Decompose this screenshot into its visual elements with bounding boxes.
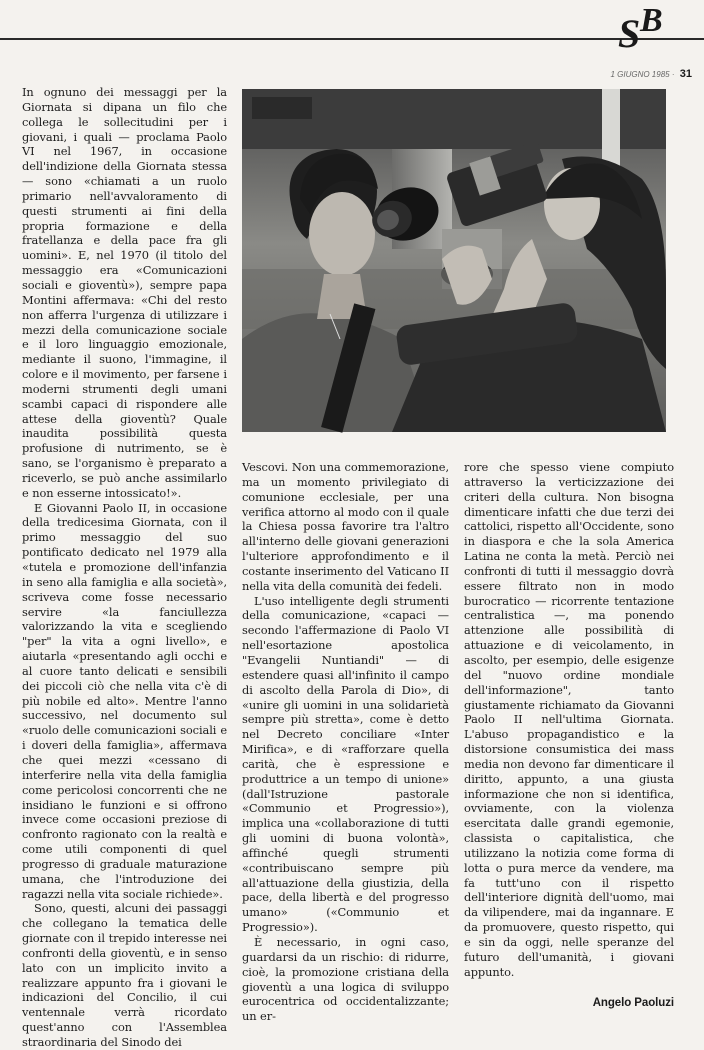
paragraph: È necessario, in ogni caso, guardarsi da un rischio: di ridurre, cioè, la promozione cristiana della gioventù a una logica di sviluppo eurocentrica od occidentalizzante; un er- bbox=[242, 935, 449, 1024]
article-photo bbox=[242, 89, 666, 432]
paragraph: E Giovanni Paolo II, in occasione della tredicesima Giornata, con il primo messaggio del suo pontificato dedicato nel 1979 alla «tutela e promozione dell'infanzia in seno alla famiglia e alla società», scriveva come fosse necessario servire «la fanciullezza valorizzando la vita e scegliendo "per" la vita a ogni livello», e aiutarla «presentando agli occhi e al cuore tanto delicati e sensibili dei piccoli ciò che nella vita c'è di più nobile ed alto». Mentre l'anno successivo, nel documento sul «ruolo delle comunicazioni sociali e i doveri della famiglia», affermava che quei mezzi «cessano di interferire nella vita della famiglia come pericolosi concorrenti che ne insidiano le funzioni e si offrono invece come occasioni preziose di confronto ragionato con la realtà e come utili componenti di quel progresso di graduale maturazione umana, che l'introduzione dei ragazzi nella vita sociale richiede». bbox=[22, 500, 227, 901]
magazine-logo bbox=[616, 4, 676, 54]
issue-line: 1 GIUGNO 1985 · 31 bbox=[610, 68, 692, 80]
author-signature: Angelo Paoluzi bbox=[592, 996, 674, 1009]
paragraph: Vescovi. Non una commemorazione, ma un momento privilegiato di comunione ecclesiale, per una verifica attorno al modo con il quale la Chiesa possa favorire tra l'altro all'interno delle giovani generazioni l'ulteriore approfondimento e il costante inserimento del Vaticano II nella vita della comunità dei fedeli. bbox=[242, 460, 449, 593]
paragraph: rore che spesso viene compiuto attraverso la verticizzazione dei criteri della cultura. Non bisogna dimenticare infatti che due terzi dei cattolici, rispetto all'Occidente, sono in diaspora e che la sola America Latina ne conta la metà. Perciò nei confronti di tutti il messaggio dovrà essere filtrato non in modo burocratico — ricorrente tentazione centralistica —, ma ponendo attenzione alle possibilità di attuazione e di veicolamento, in ascolto, per esempio, delle esigenze del "nuovo ordine mondiale dell'informazione", tanto giustamente richiamato da Giovanni Paolo II nell'ultima Giornata. L'abuso propagandistico e la distorsione consumistica dei mass media non devono far dimenticare il diritto, appunto, a una giusta informazione che non si identifica, ovviamente, con la violenza esercitata dalle grandi egemonie, classista o capitalistica, che utilizzano la notizia come forma di lotta o pura merce da vendere, ma fa tutt'uno con il rispetto dell'interiore dignità dell'uomo, mai da vilipendere, mai da ingannare. E da promuovere, questo rispetto, qui e sin da oggi, nelle speranze del futuro dell'umanità, i giovani appunto. bbox=[464, 460, 674, 979]
text-column-2 bbox=[242, 460, 449, 1024]
paragraph: L'uso intelligente degli strumenti della comunicazione, «capaci — secondo l'affermazione di Paolo VI nell'esortazione apostolica "Evangelii Nuntiandi" — di estendere quasi all'infinito il campo di ascolto della Parola di Dio», di «unire gli uomini in una solidarietà sempre più stretta», come è detto nel Decreto conciliare «Inter Mirifica», e di «rafforzare quella carità, che è espressione e produttrice a un tempo di unione» (dall'Istruzione pastorale «Communio et Progressio»), implica una «collaborazione di tutti gli uomini di buona volontà», affinché quegli strumenti «contribuiscano sempre più all'attuazione della giustizia, della pace, della libertà e del progresso umano» («Communio et Progressio»). bbox=[242, 593, 449, 935]
text-column-3 bbox=[464, 460, 674, 1010]
photo-illustration bbox=[242, 89, 666, 432]
logo-letter-b: B bbox=[640, 2, 663, 39]
page-number: 31 bbox=[679, 68, 692, 80]
issue-date: 1 GIUGNO 1985 bbox=[610, 70, 670, 79]
logo-letter-s: S bbox=[618, 11, 641, 56]
paragraph: Sono, questi, alcuni dei passaggi che collegano la tematica delle giornate con il trepido interesse nei confronti della gioventù, e in senso lato con un implicito invito a realizzare appunto fra i giovani le indicazioni del Concilio, il cui ventennale verrà ricordato quest'anno con l'Assemblea straordinaria del Sinodo dei bbox=[22, 901, 227, 1049]
header-rule bbox=[0, 38, 704, 40]
paragraph: In ognuno dei messaggi per la Giornata si dipana un filo che collega le sollecitudini per i giovani, i quali — proclama Paolo VI nel 1967, in occasione dell'indizione della Giornata stessa — sono «chiamati a un ruolo primario nell'avvaloramento di questi strumenti ai fini della propria formazione e della fratellanza e della pace fra gli uomini». E, nel 1970 (il titolo del messaggio era «Comunicazioni sociali e gioventù»), sempre papa Montini affermava: «Chi del resto non afferra l'urgenza di utilizzare i mezzi della comunicazione sociale e il loro linguaggio emozionale, mediante il suono, l'immagine, il colore e il movimento, per farsene i moderni strumenti degli umani scambi capaci di rispondere alle attese della gioventù? Quale inaudita possibilità questa profusione di nutrimento, se è sano, se l'organismo è preparato a riceverlo, se può anche assimilarlo e non esserne intossicato!». bbox=[22, 85, 227, 500]
text-column-1 bbox=[22, 85, 227, 1050]
